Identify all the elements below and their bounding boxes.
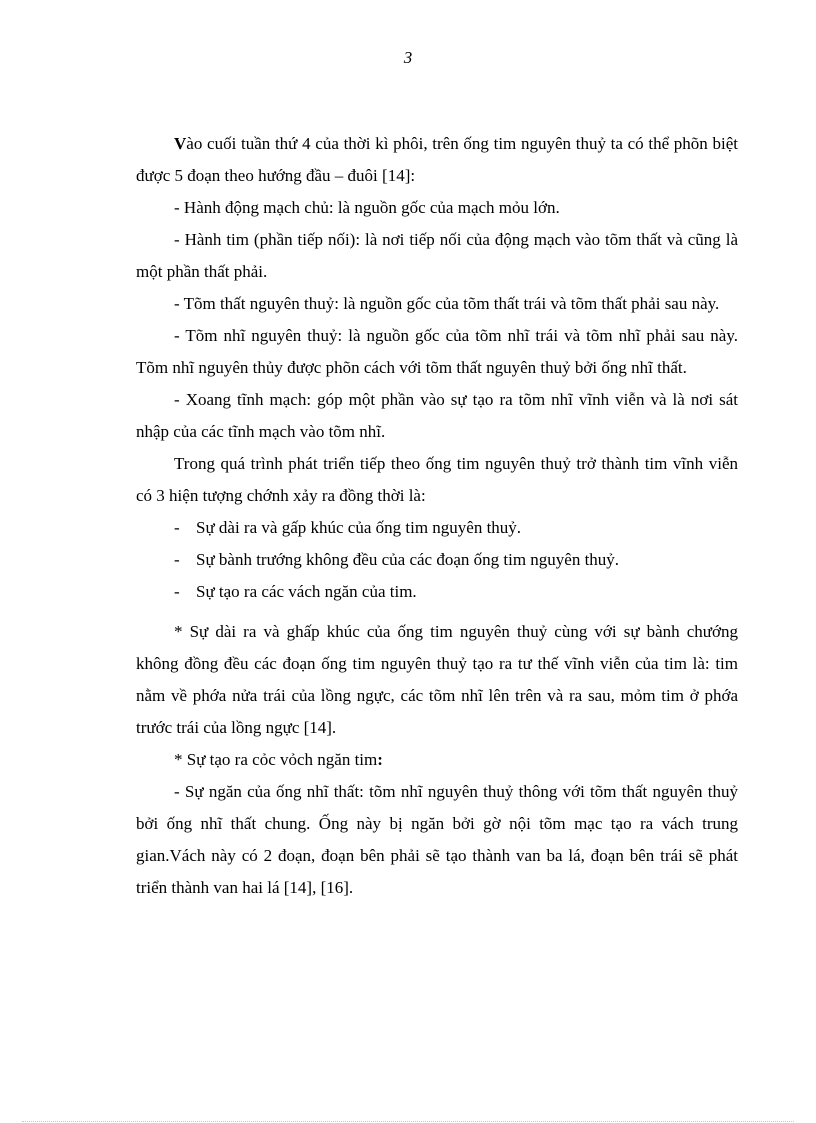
list-item-text: Sự tạo ra các vách ngăn của tim. xyxy=(196,582,417,601)
paragraph-intro-text: ào cuối tuần thứ 4 của thời kì phôi, trên ống tim nguyên thuỷ ta có thể phõn biệt được 5 đoạn theo hướng đầu – đuôi [14]: xyxy=(136,134,738,185)
paragraph-atrioventricular-canal: - Sự ngăn của ống nhĩ thất: tõm nhĩ nguyên thuỷ thông với tõm thất nguyên thuỷ bởi ống nhĩ thất chung. Ống này bị ngăn bởi gờ nội tõm mạc tạo ra vách trung gian.Vách này có 2 đoạn, đoạn bên phải sẽ tạo thành van ba lá, đoạn bên trái sẽ phát triển thành van hai lá [14], [16]. xyxy=(136,782,738,897)
page-number: 3 xyxy=(403,48,413,67)
paragraph-sinus-venosus: - Xoang tĩnh mạch: góp một phần vào sự tạo ra tõm nhĩ vĩnh viễn và là nơi sát nhập của các tĩnh mạch vào tõm nhĩ. xyxy=(136,390,738,441)
body-text xyxy=(136,128,738,904)
list-item xyxy=(136,512,738,544)
septa-heading-colon: : xyxy=(377,750,383,769)
bullet-dash: - xyxy=(174,582,180,601)
drop-letter: V xyxy=(174,134,187,153)
paragraph-primitive-ventricle: - Tõm thất nguyên thuỷ: là nguồn gốc của tõm thất trái và tõm thất phải sau này. xyxy=(174,294,720,313)
list-item-text: Sự dài ra và gấp khúc của ống tim nguyên thuỷ. xyxy=(196,518,522,537)
paragraph-intro xyxy=(136,128,738,192)
paragraph-development: Trong quá trình phát triển tiếp theo ống tim nguyên thuỷ trở thành tim vĩnh viễn có 3 hiện tượng chớnh xảy ra đồng thời là: xyxy=(136,454,738,505)
paragraph-primitive-atrium: - Tõm nhĩ nguyên thuỷ: là nguồn gốc của tõm nhĩ trái và tõm nhĩ phải sau này. Tõm nhĩ nguyên thủy được phõn cách với tõm thất nguyên thuỷ bởi ống nhĩ thất. xyxy=(136,326,738,377)
paragraph-aortic-trunk: - Hành động mạch chủ: là nguồn gốc của mạch mỏu lớn. xyxy=(174,198,560,217)
list-item-text: Sự bành trướng không đều của các đoạn ống tim nguyên thuỷ. xyxy=(196,550,620,569)
footer-divider xyxy=(22,1121,794,1122)
septa-heading-text: * Sự tạo ra cỏc vỏch ngăn tim xyxy=(174,750,378,769)
bullet-dash: - xyxy=(174,518,180,537)
paragraph-heart-position: * Sự dài ra và ghấp khúc của ống tim nguyên thuỷ cùng với sự bành chướng không đồng đều các đoạn ống tim nguyên thuỷ tạo ra tư thế vĩnh viễn của tim là: tim nằm về phớa nửa trái của lồng ngực, các tõm nhĩ lên trên và ra sau, mỏm tim ở phớa trước trái của lồng ngực [14]. xyxy=(136,622,738,737)
list-item xyxy=(136,544,738,576)
list-item xyxy=(136,576,738,608)
bullet-dash: - xyxy=(174,550,180,569)
paragraph-septa-heading xyxy=(136,744,738,776)
paragraph-bulbus-cordis: - Hành tim (phần tiếp nối): là nơi tiếp nối của động mạch vào tõm thất và cũng là một phần thất phải. xyxy=(136,230,738,281)
